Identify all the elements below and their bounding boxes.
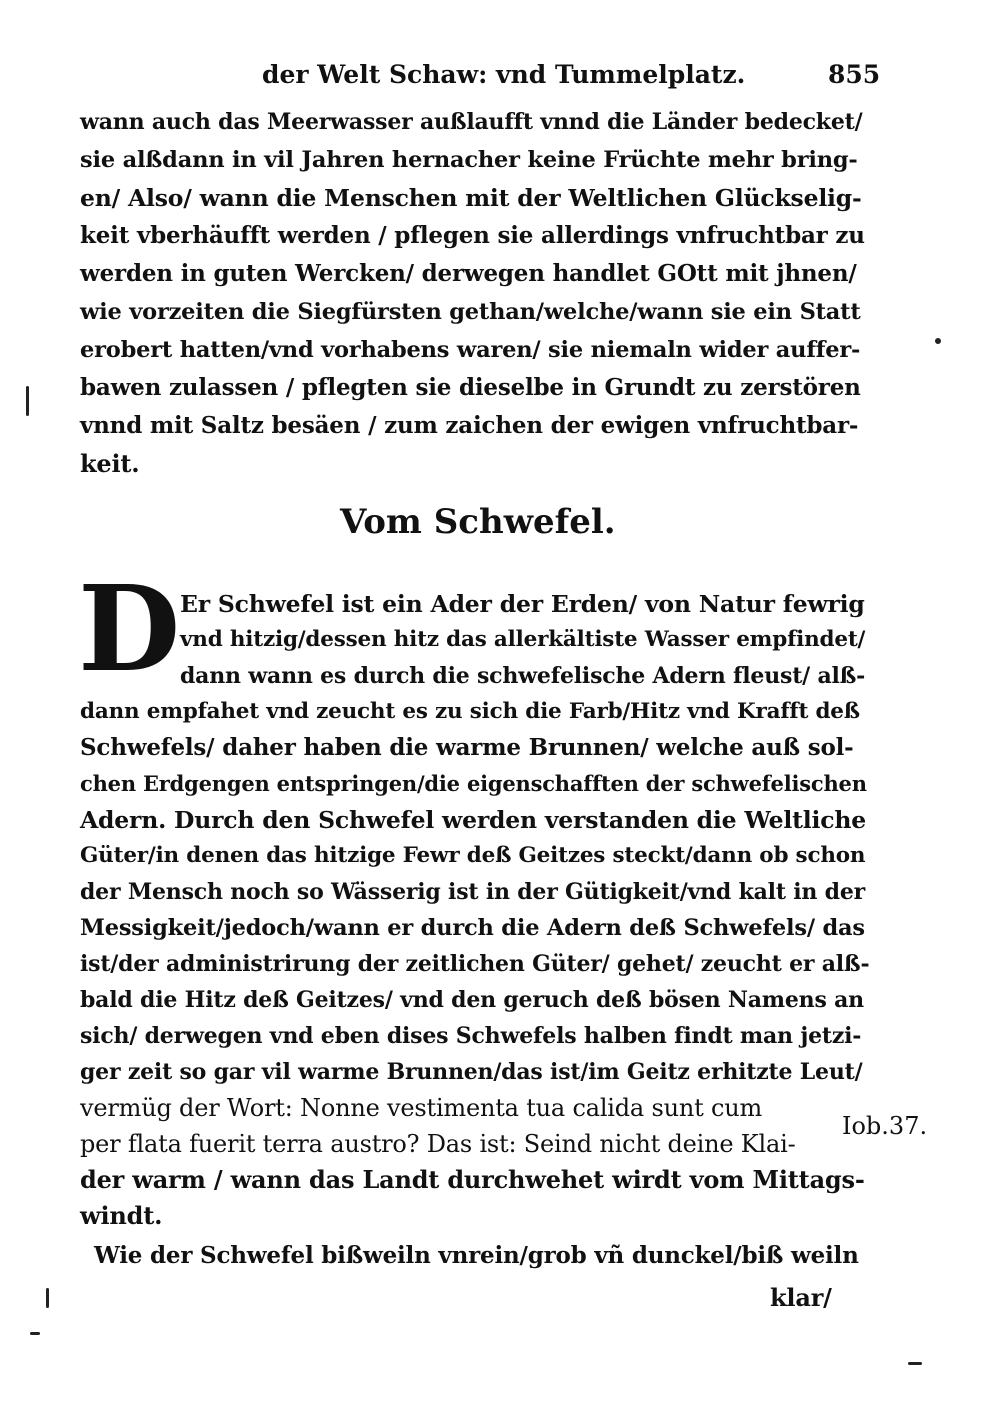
text-line: keit.	[80, 449, 140, 478]
text-line: wie vorzeiten die Siegfürsten gethan/welche/wann sie ein Statt	[80, 299, 861, 325]
scan-speck	[908, 1362, 922, 1365]
text-line: sie alßdann in vil Jahren hernacher keine Früchte mehr bring-	[80, 147, 858, 173]
text-line: bald die Hitz deß Geitzes/ vnd den geruch deß bösen Namens an	[80, 987, 864, 1013]
text-line: Er Schwefel ist ein Ader der Erden/ von Natur fewrig	[180, 590, 865, 618]
text-line: windt.	[80, 1201, 163, 1230]
text-line: Schwefels/ daher haben die warme Brunnen/ welche auß sol-	[80, 734, 854, 761]
text-line: dann empfahet vnd zeucht es zu sich die Farb/Hitz vnd Krafft deß	[80, 699, 860, 724]
scan-speck	[46, 1288, 49, 1308]
scan-speck	[935, 338, 941, 344]
text-line: keit vberhäufft werden / pflegen sie allerdings vnfruchtbar zu	[80, 222, 865, 249]
text-line: ger zeit so gar vil warme Brunnen/das ist/im Geitz erhitzte Leut/	[80, 1059, 863, 1085]
text-line: sich/ derwegen vnd eben dises Schwefels halben findt man jetzi-	[80, 1023, 862, 1049]
scan-speck	[26, 386, 29, 416]
text-line: chen Erdgengen entspringen/die eigenschafften der schwefelischen	[80, 771, 867, 796]
text-line: werden in guten Wercken/ derwegen handlet GOtt mit jhnen/	[80, 260, 857, 287]
text-line: Güter/in denen das hitzige Fewr deß Geitzes steckt/dann ob schon	[80, 843, 866, 868]
text-line: per flata fuerit terra austro? Das ist: Seind nicht deine Klai-	[80, 1130, 796, 1158]
drop-cap-initial: D	[78, 559, 181, 698]
text-line: vermüg der Wort: Nonne vestimenta tua calida sunt cum	[80, 1094, 763, 1122]
section-heading: Vom Schwefel.	[340, 502, 616, 542]
page-header	[0, 60, 1000, 100]
text-line: der Mensch noch so Wässerig ist in der Gütigkeit/vnd kalt in der	[80, 879, 866, 905]
text-line: vnnd mit Saltz besäen / zum zaichen der ewigen vnfruchtbar-	[80, 412, 859, 439]
text-line: erobert hatten/vnd vorhabens waren/ sie niemaln wider auffer-	[80, 337, 861, 363]
text-line: vnd hitzig/dessen hitz das allerkältiste Wasser empfindet/	[180, 627, 866, 652]
page-number: 855	[828, 60, 881, 89]
text-line: Wie der Schwefel bißweiln vnrein/grob vñ dunckel/biß weiln	[94, 1242, 859, 1269]
margin-reference: Iob.37.	[842, 1112, 928, 1140]
running-head: der Welt Schaw: vnd Tummelplatz.	[262, 60, 746, 89]
text-line: en/ Also/ wann die Menschen mit der Weltlichen Glückselig-	[80, 184, 862, 212]
text-line: Messigkeit/jedoch/wann er durch die Adern deß Schwefels/ das	[80, 915, 865, 941]
scan-speck	[30, 1332, 40, 1335]
text-line: ist/der administrirung der zeitlichen Güter/ gehet/ zeucht er alß-	[80, 951, 870, 977]
text-line: klar/	[770, 1283, 832, 1312]
text-line: wann auch das Meerwasser außlaufft vnnd die Länder bedecket/	[80, 109, 863, 135]
text-line: bawen zulassen / pflegten sie dieselbe in Grundt zu zerstören	[80, 374, 861, 401]
text-line: Adern. Durch den Schwefel werden verstanden die Weltliche	[80, 806, 866, 834]
text-line: dann wann es durch die schwefelische Adern fleust/ alß-	[180, 663, 866, 689]
text-line: der warm / wann das Landt durchwehet wirdt vom Mittags-	[80, 1165, 865, 1194]
